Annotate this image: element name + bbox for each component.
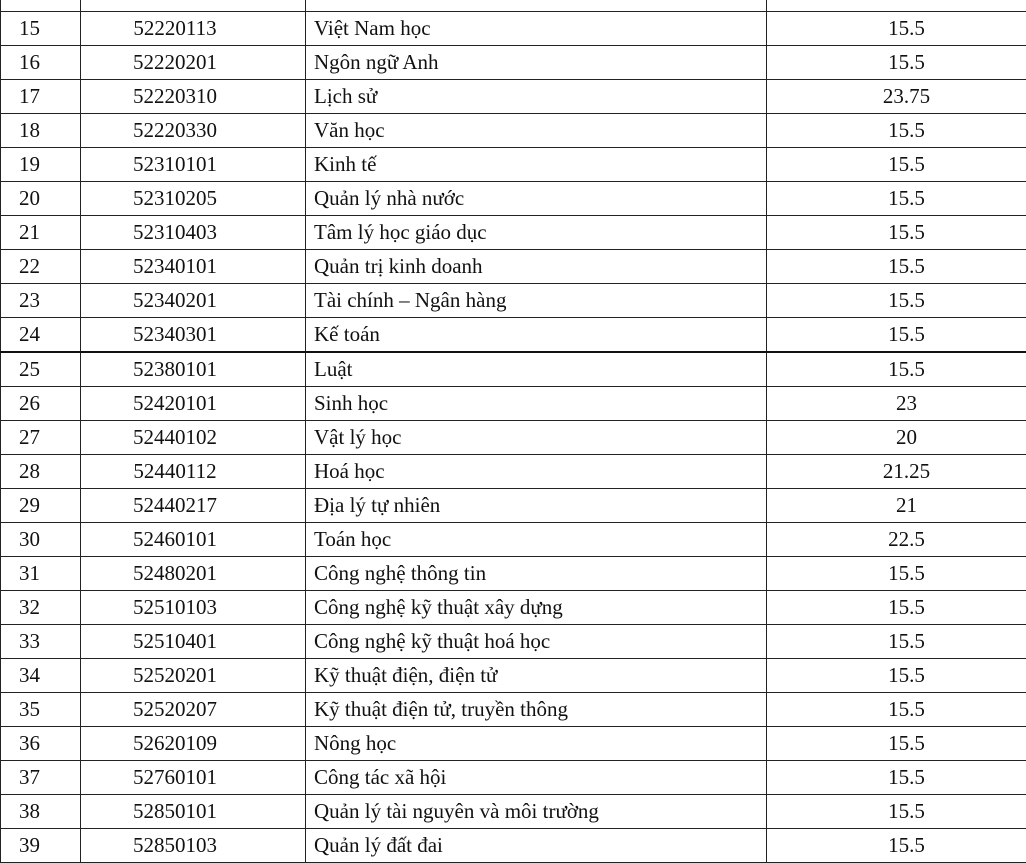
cell-code: 52310101	[81, 148, 306, 182]
cell-code: 52440217	[81, 489, 306, 523]
table-row	[1, 795, 1026, 829]
table-row	[1, 12, 1026, 46]
cell-code: 52520201	[81, 659, 306, 693]
cell-score: 15.5	[767, 625, 1026, 659]
cell-code: 52520207	[81, 693, 306, 727]
cell-no: 24	[1, 318, 81, 353]
cell-code: 52380101	[81, 352, 306, 387]
cell-no: 15	[1, 12, 81, 46]
table-row	[1, 455, 1026, 489]
cell-name: Tâm lý học giáo dục	[306, 216, 767, 250]
cell-no: 35	[1, 693, 81, 727]
cell-name: Việt Nam học	[306, 12, 767, 46]
table-row	[1, 148, 1026, 182]
cell-code: 52220201	[81, 46, 306, 80]
cell-name: Lịch sử	[306, 80, 767, 114]
cell-score: 20	[767, 421, 1026, 455]
cell-no: 39	[1, 829, 81, 863]
cell-no: 18	[1, 114, 81, 148]
table-row	[1, 761, 1026, 795]
cell-code: 52850101	[81, 795, 306, 829]
cell-name: Hoá học	[306, 455, 767, 489]
cell-no: 33	[1, 625, 81, 659]
cell-code: 52310205	[81, 182, 306, 216]
cell-no: 27	[1, 421, 81, 455]
cell-no: 22	[1, 250, 81, 284]
cell-code: 52480201	[81, 557, 306, 591]
cell-name: Kỹ thuật điện tử, truyền thông	[306, 693, 767, 727]
cell-score: 21.25	[767, 455, 1026, 489]
table-row	[1, 727, 1026, 761]
table-row	[1, 284, 1026, 318]
cell-name: Sinh học	[306, 387, 767, 421]
cell-score: 15.5	[767, 114, 1026, 148]
cell-score: 23.75	[767, 80, 1026, 114]
table-row	[1, 421, 1026, 455]
cell-name: Quản trị kinh doanh	[306, 250, 767, 284]
cell-code: 52510401	[81, 625, 306, 659]
cell-name: Quản lý nhà nước	[306, 182, 767, 216]
table-row	[1, 591, 1026, 625]
cell-code: 52620109	[81, 727, 306, 761]
table-row	[1, 352, 1026, 387]
cell-code: 52340301	[81, 318, 306, 353]
cell-code: 52340201	[81, 284, 306, 318]
cell-no	[1, 0, 81, 12]
cell-no: 34	[1, 659, 81, 693]
cell-name: Văn học	[306, 114, 767, 148]
cell-score: 15.5	[767, 591, 1026, 625]
cell-no: 29	[1, 489, 81, 523]
cell-score: 15.5	[767, 284, 1026, 318]
cell-score: 15.5	[767, 182, 1026, 216]
table-row	[1, 182, 1026, 216]
cell-name	[306, 0, 767, 12]
table-row	[1, 387, 1026, 421]
cell-code: 52310403	[81, 216, 306, 250]
cell-code: 52220310	[81, 80, 306, 114]
table-row	[1, 114, 1026, 148]
cell-name: Công nghệ kỹ thuật xây dựng	[306, 591, 767, 625]
table-row	[1, 489, 1026, 523]
cell-score: 15.5	[767, 829, 1026, 863]
cell-code: 52220330	[81, 114, 306, 148]
table-row	[1, 318, 1026, 353]
cell-no: 38	[1, 795, 81, 829]
cell-score: 22.5	[767, 523, 1026, 557]
table-row	[1, 250, 1026, 284]
table-row	[1, 625, 1026, 659]
cell-score: 15.5	[767, 727, 1026, 761]
cell-code: 52420101	[81, 387, 306, 421]
cell-score: 15.5	[767, 352, 1026, 387]
cell-no: 25	[1, 352, 81, 387]
cell-name: Quản lý tài nguyên và môi trường	[306, 795, 767, 829]
cell-score: 15.5	[767, 761, 1026, 795]
cell-code: 52460101	[81, 523, 306, 557]
cell-code: 52850103	[81, 829, 306, 863]
cell-score: 15.5	[767, 318, 1026, 353]
cell-name: Toán học	[306, 523, 767, 557]
cell-score	[767, 0, 1026, 12]
cell-name: Kế toán	[306, 318, 767, 353]
cell-name: Kinh tế	[306, 148, 767, 182]
cell-score: 15.5	[767, 12, 1026, 46]
cell-no: 23	[1, 284, 81, 318]
cell-score: 15.5	[767, 216, 1026, 250]
cell-name: Nông học	[306, 727, 767, 761]
cell-code: 52440112	[81, 455, 306, 489]
cell-name: Vật lý học	[306, 421, 767, 455]
cell-score: 15.5	[767, 148, 1026, 182]
cell-name: Ngôn ngữ Anh	[306, 46, 767, 80]
table-row	[1, 80, 1026, 114]
table-body	[1, 0, 1026, 863]
cell-name: Quản lý đất đai	[306, 829, 767, 863]
cell-no: 26	[1, 387, 81, 421]
cell-no: 36	[1, 727, 81, 761]
cell-no: 37	[1, 761, 81, 795]
cell-code: 52440102	[81, 421, 306, 455]
cell-score: 15.5	[767, 557, 1026, 591]
cell-name: Luật	[306, 352, 767, 387]
table-row	[1, 693, 1026, 727]
cell-name: Tài chính – Ngân hàng	[306, 284, 767, 318]
table-row	[1, 523, 1026, 557]
cell-score: 15.5	[767, 795, 1026, 829]
cell-code: 52340101	[81, 250, 306, 284]
table-row-partial	[1, 0, 1026, 12]
cell-score: 15.5	[767, 46, 1026, 80]
cell-code: 52510103	[81, 591, 306, 625]
table-row	[1, 659, 1026, 693]
cell-score: 15.5	[767, 250, 1026, 284]
cell-name: Công nghệ kỹ thuật hoá học	[306, 625, 767, 659]
cell-no: 19	[1, 148, 81, 182]
cell-score: 15.5	[767, 659, 1026, 693]
cell-name: Công nghệ thông tin	[306, 557, 767, 591]
cell-code: 52760101	[81, 761, 306, 795]
cell-name: Kỹ thuật điện, điện tử	[306, 659, 767, 693]
cell-name: Địa lý tự nhiên	[306, 489, 767, 523]
cell-score: 21	[767, 489, 1026, 523]
cell-score: 15.5	[767, 693, 1026, 727]
table-row	[1, 46, 1026, 80]
cell-no: 17	[1, 80, 81, 114]
table-row	[1, 829, 1026, 863]
cell-no: 16	[1, 46, 81, 80]
cell-no: 30	[1, 523, 81, 557]
cell-no: 32	[1, 591, 81, 625]
cell-no: 31	[1, 557, 81, 591]
cell-name: Công tác xã hội	[306, 761, 767, 795]
cell-score: 23	[767, 387, 1026, 421]
table-row	[1, 216, 1026, 250]
cell-no: 20	[1, 182, 81, 216]
table-row	[1, 557, 1026, 591]
cell-no: 21	[1, 216, 81, 250]
cell-code: 52220113	[81, 12, 306, 46]
cell-no: 28	[1, 455, 81, 489]
cell-code	[81, 0, 306, 12]
